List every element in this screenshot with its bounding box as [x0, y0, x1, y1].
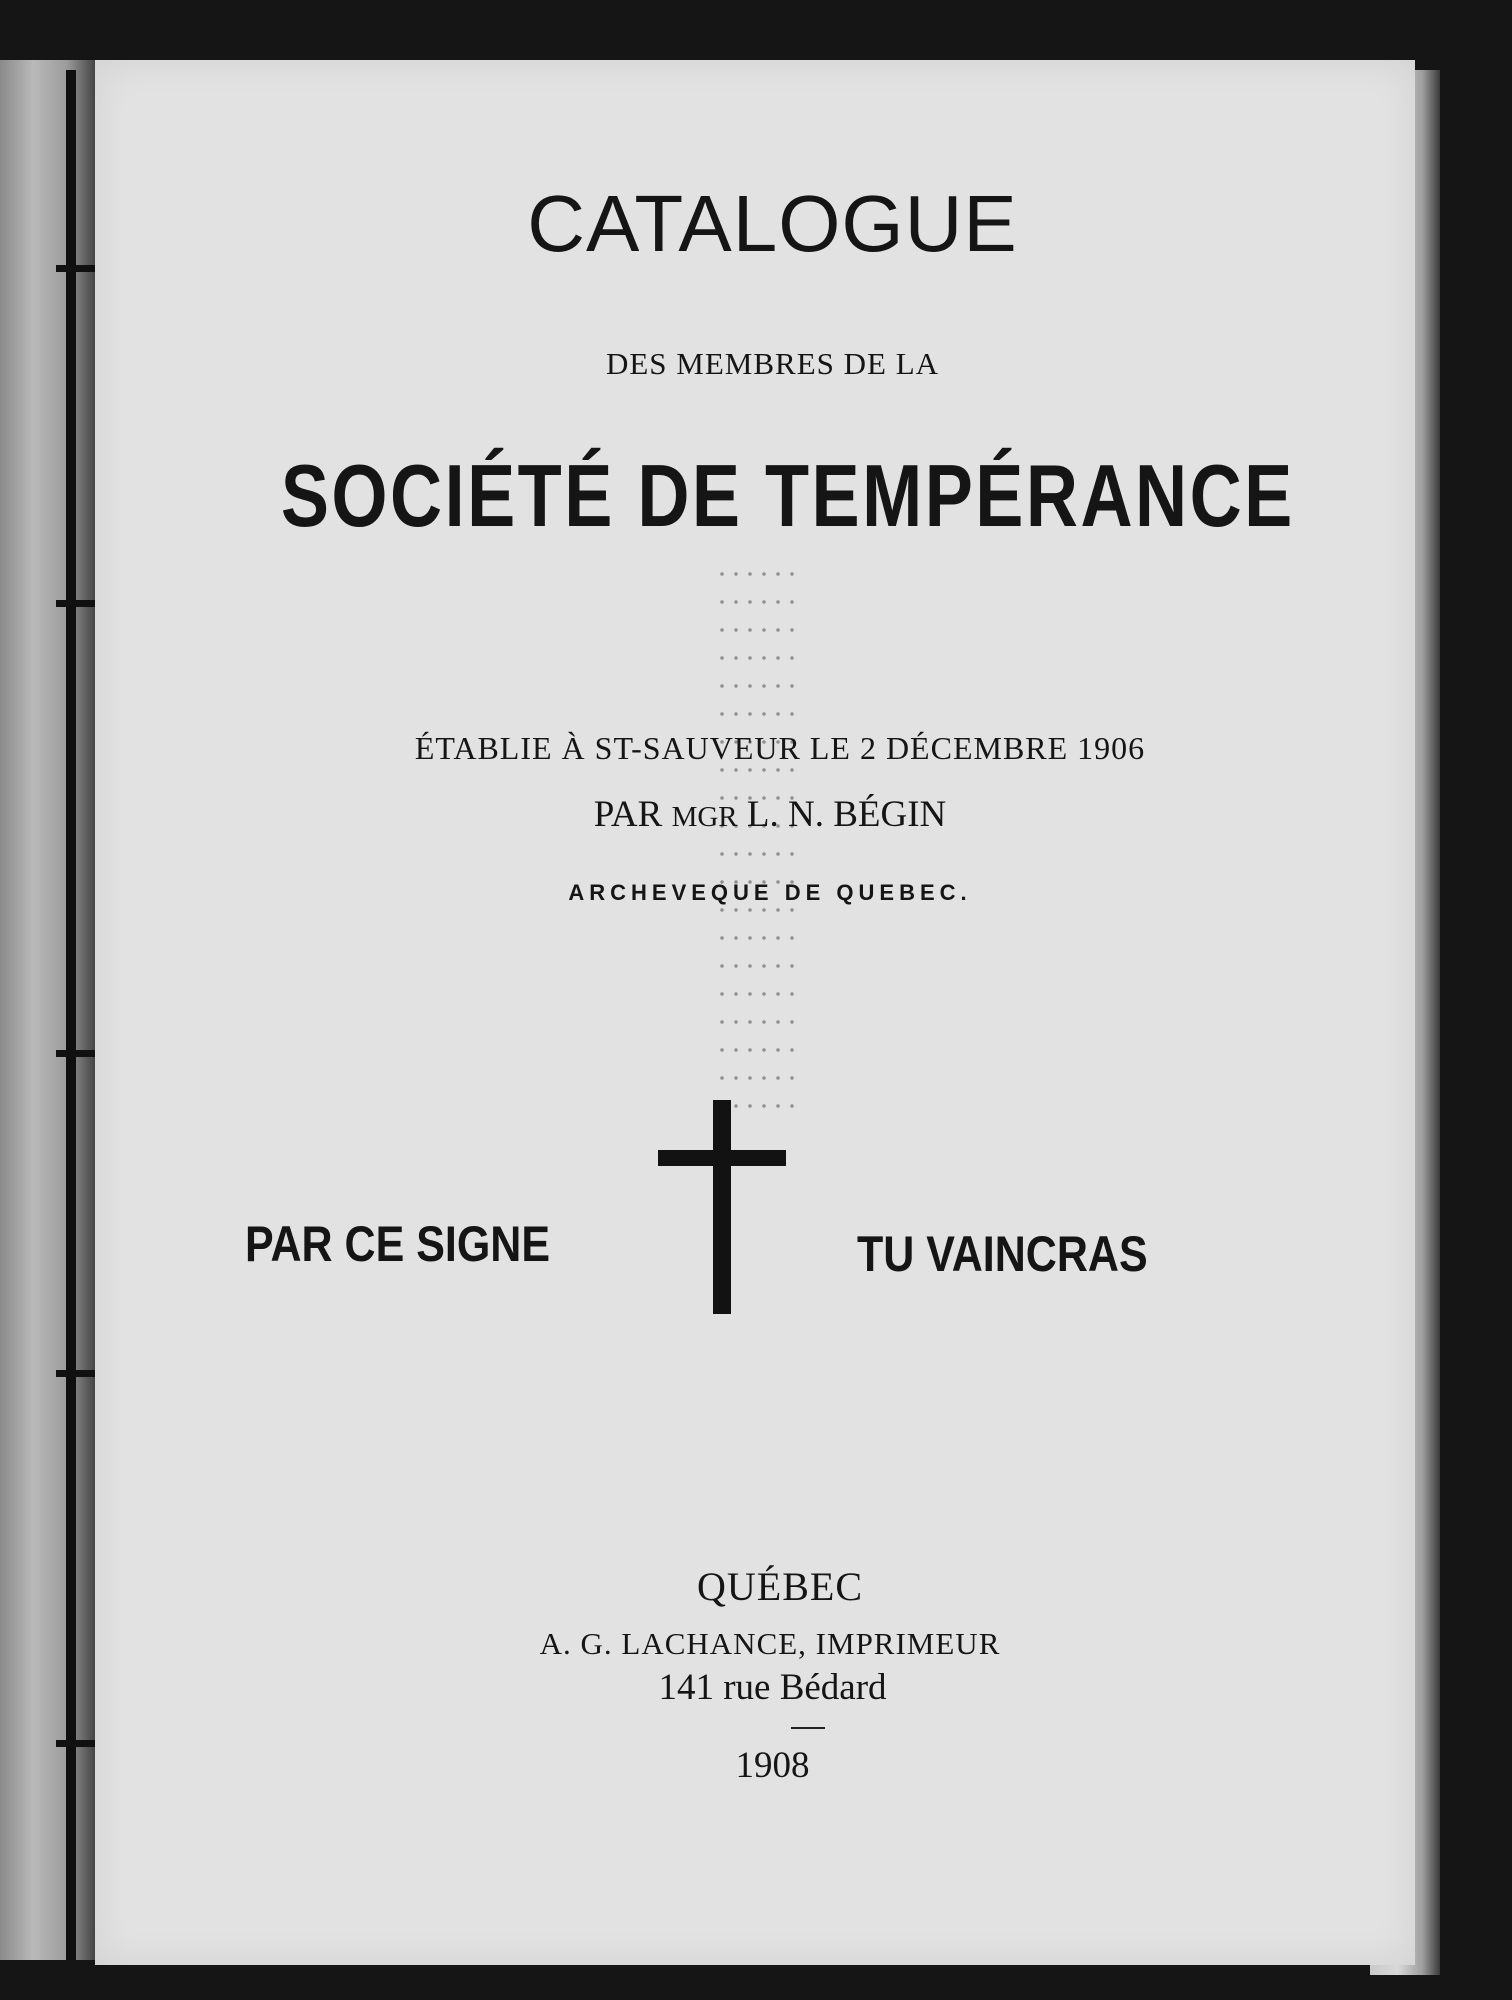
printer-line — [95, 1626, 1415, 1662]
binding-stitch — [56, 1370, 96, 1377]
binding-stitch — [56, 1050, 96, 1057]
catalogue-title: CATALOGUE — [527, 179, 1018, 268]
founder-role: ARCHEVEQUE DE QUEBEC. — [568, 880, 972, 905]
binding-stitch — [56, 600, 96, 607]
binding-stitch — [56, 1740, 96, 1747]
founder-line — [95, 793, 1415, 836]
founder-title: MGR — [671, 801, 738, 833]
publication-city: QUÉBEC — [697, 1564, 863, 1609]
title-page — [95, 60, 1415, 1965]
cross-icon-bar — [658, 1150, 786, 1166]
cross-icon — [713, 1100, 731, 1314]
show-through-dots — [715, 560, 795, 1120]
founder-prefix: PAR — [593, 794, 663, 835]
establishment-line: ÉTABLIE À ST-SAUVEUR LE 2 DÉCEMBRE 1906 — [414, 730, 1146, 766]
catalogue-subtitle: DES MEMBRES DE LA — [605, 346, 940, 381]
printer-address: 141 rue Bédard — [658, 1667, 887, 1708]
printer-name: LACHANCE, IMPRIMEUR — [621, 1626, 1001, 1661]
publication-year: 1908 — [735, 1745, 810, 1786]
binding-line — [66, 70, 76, 1960]
motto-left: PAR CE SIGNE — [245, 1216, 551, 1272]
printer-initials: A. G. — [539, 1626, 613, 1661]
binding-stub — [0, 60, 95, 1960]
motto-right: TU VAINCRAS — [857, 1226, 1148, 1282]
founder-name: L. N. BÉGIN — [746, 794, 947, 835]
society-name: SOCIÉTÉ DE TEMPÉRANCE — [280, 446, 1295, 545]
divider — [791, 1727, 825, 1729]
binding-stitch — [56, 265, 96, 272]
